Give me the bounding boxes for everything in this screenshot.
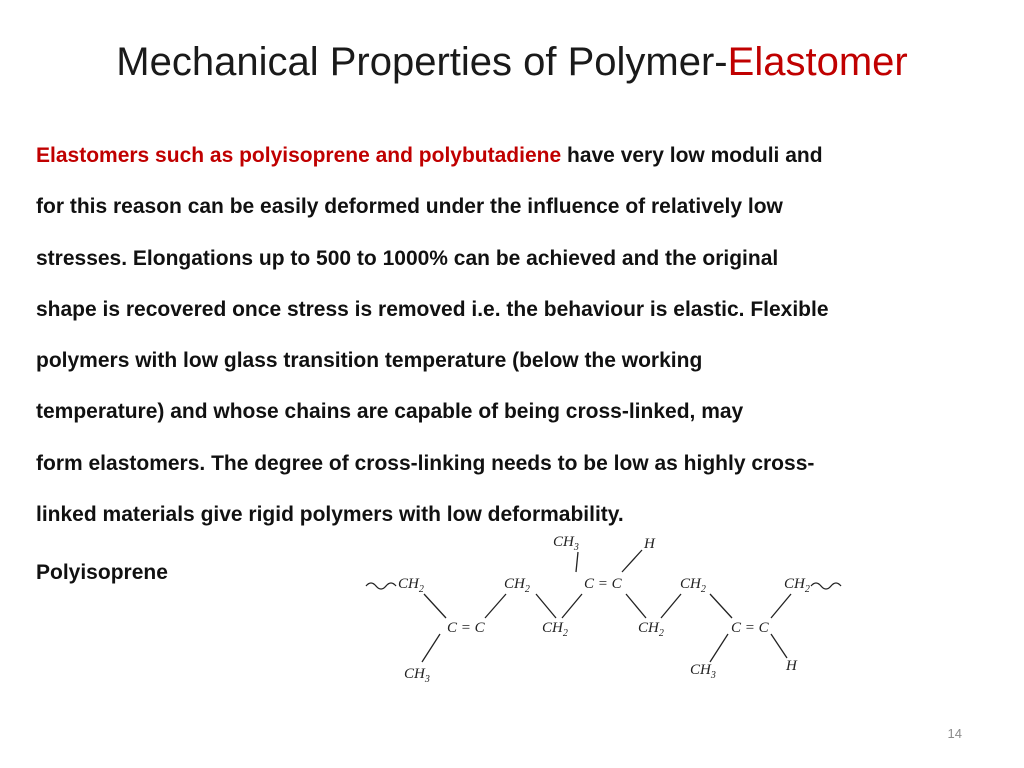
structure-label: Polyisoprene [36,561,168,584]
ch2-group: $CH_2$ [504,576,530,595]
ch2-group: $CH_2$ [398,576,424,595]
h-bottom: H [786,658,797,674]
ch2-group: $CH_2$ [784,576,810,595]
bond [576,552,578,572]
body-line-6: temperature) and whose chains are capable of being cross-linked, may [36,400,744,424]
bond [626,594,646,618]
bond [536,594,556,618]
ch3-bottom: $CH_3$ [404,666,430,685]
ch3-bottom: $CH_3$ [690,662,716,681]
bond [562,594,582,618]
bond [485,594,506,618]
bond [622,550,642,572]
bond [710,634,728,662]
cc-double-bond: C = C [731,620,769,636]
bond [771,634,787,658]
body-paragraph [36,130,976,540]
line-text: have very low moduli and [561,144,823,167]
title-accent: Elastomer [727,40,908,84]
body-line-3: stresses. Elongations up to 500 to 1000% can be achieved and the original [36,246,779,270]
bond [661,594,681,618]
body-line-1 [36,130,976,181]
chain-end-right [811,583,841,589]
body-line-4: shape is recovered once stress is removed i.e. the behaviour is elastic. Flexible [36,297,829,321]
bond [424,594,446,618]
polyisoprene-structure-diagram [360,528,860,693]
bond [710,594,732,618]
title-main: Mechanical Properties of Polymer- [116,40,728,84]
slide-title [0,36,1024,88]
body-line-8: linked materials give rigid polymers with low deformability. [36,503,624,527]
h-top: H [644,536,655,552]
cc-double-bond: C = C [584,576,622,592]
body-line-2: for this reason can be easily deformed under the influence of relatively low [36,195,783,219]
chain-end-left [366,583,396,589]
bond [422,634,440,662]
body-line-5: polymers with low glass transition temperature (below the working [36,349,703,373]
ch2-group: $CH_2$ [542,620,568,639]
highlight-text: Elastomers such as polyisoprene and polybutadiene [36,144,562,167]
page-number: 14 [947,726,962,741]
bond [771,594,791,618]
ch3-top: $CH_3$ [553,534,579,553]
ch2-group: $CH_2$ [638,620,664,639]
ch2-group: $CH_2$ [680,576,706,595]
cc-double-bond: C = C [447,620,485,636]
body-line-7: form elastomers. The degree of cross-linking needs to be low as highly cross- [36,451,815,475]
